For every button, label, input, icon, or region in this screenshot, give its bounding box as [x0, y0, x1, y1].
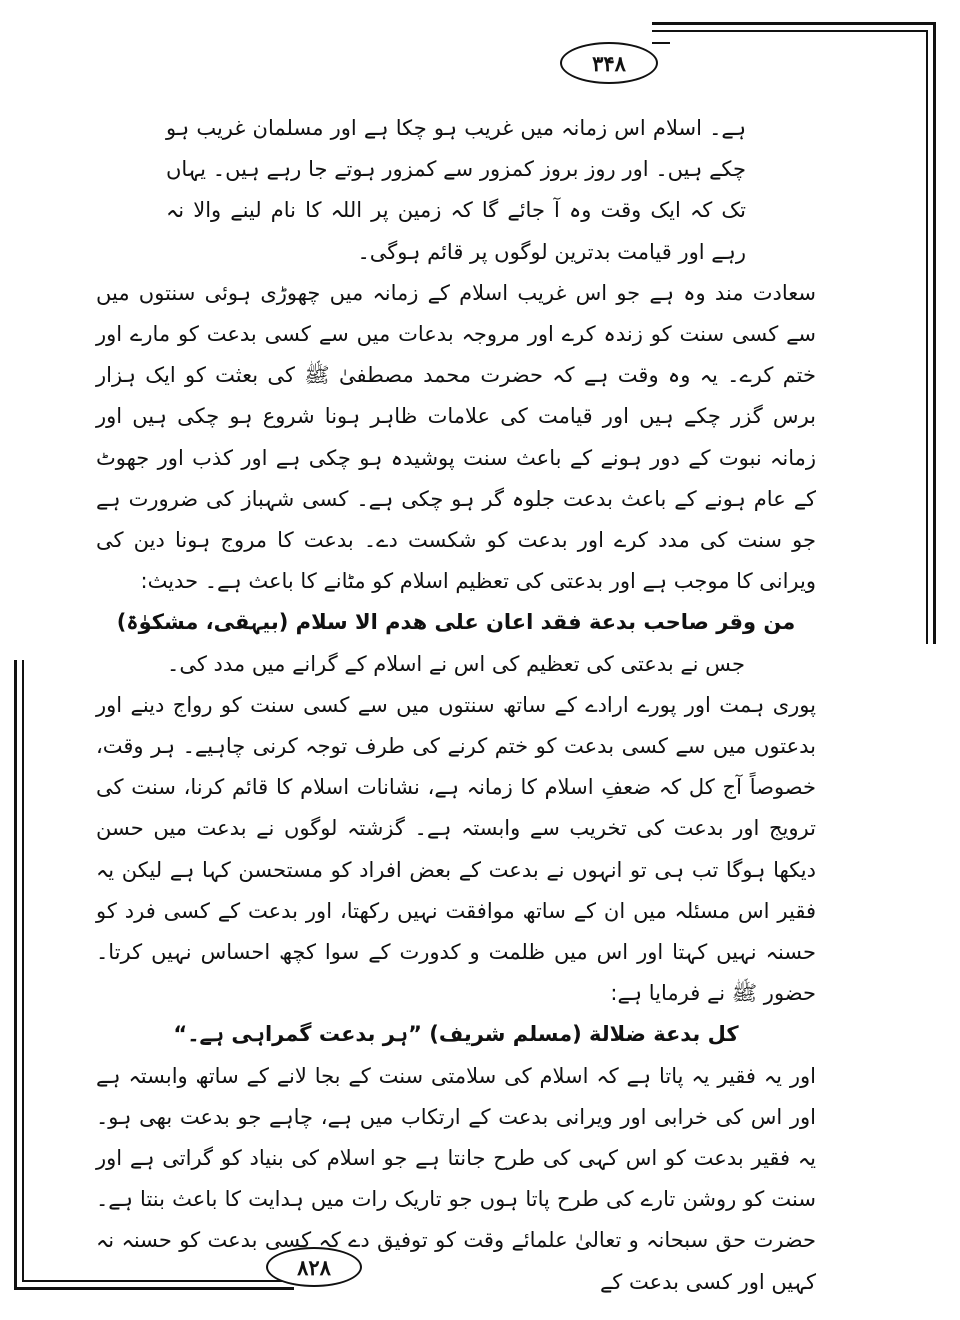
paragraph-3: اور یہ فقیر یہ پاتا ہے کہ اسلام کی سلامتی سنت کے بجا لانے کے ساتھ وابستہ ہے اور اس کی خرابی اور ویرانی بدعت کے ارتکاب میں ہے، چاہے جو بدعت بھی ہو۔ یہ فقیر بدعت کو اس کہی کی طرح جانتا ہے جو اسلام کی بنیاد کو گراتی ہے اور سنت کو روشن تارے کی طرح پاتا ہوں جو تاریک رات میں ہدایت کا باعث بنتا ہے۔ حضرت حق سبحانہ و تعالیٰ علمائے وقت کو توفیق دے کہ کسی بدعت کو حسنہ نہ کہیں اور کسی بدعت کے — [96, 1063, 816, 1294]
frame-left-rule-inner — [22, 660, 24, 1282]
frame-left-rule-outer — [14, 660, 17, 1290]
hadith-1-translation: جس نے بدعتی کی تعظیم کی اس نے اسلام کے گرانے میں مدد کی۔ — [167, 651, 745, 676]
page-content — [96, 108, 816, 1303]
hadith-2: کل بدعة ضلالة (مسلم شریف) ”ہر بدعت گمراہی ہے۔“ — [173, 1022, 739, 1047]
top-oval-connector — [652, 42, 670, 44]
frame-top-rule-outer — [652, 22, 936, 25]
bottom-page-number: ۸۲۸ — [266, 1247, 362, 1287]
paragraph-1: سعادت مند وہ ہے جو اس غریب اسلام کے زمانہ میں چھوڑی ہوئی سنتوں میں سے کسی سنت کو زندہ کرے اور مروجہ بدعات میں سے کسی بدعت کو مارے اور ختم کرے۔ یہ وہ وقت ہے کہ حضرت محمد مصطفیٰ ﷺ کی بعثت کو ایک ہزار برس گزر چکے ہیں اور قیامت کی علامات ظاہر ہونا شروع ہو چکی ہیں اور زمانہ نبوت کے دور ہونے کے باعث سنت پوشیدہ ہو چکی ہے اور کذب اور جھوٹ کے عام ہونے کے باعث بدعت جلوہ گر ہو چکی ہے۔ کسی شہباز کی ضرورت ہے جو سنت کی مدد کرے اور بدعت کو شکست دے۔ بدعت کا مروج ہونا دین کی ویرانی کا موجب ہے اور بدعتی کی تعظیم اسلام کو مٹانے کا باعث ہے۔ حدیث: — [96, 280, 816, 594]
quote-intro: ہے۔ اسلام اس زمانہ میں غریب ہو چکا ہے اور مسلمان غریب ہو چکے ہیں۔ اور روز بروز کمزور سے کمزور ہوتے جا رہے ہیں۔ یہاں تک کہ ایک وقت وہ آ جائے گا کہ زمین پر اللہ کا نام لینے والا نہ رہے اور قیامت بدترین لوگوں پر قائم ہوگی۔ — [166, 116, 746, 264]
top-page-number: ۳۴۸ — [560, 42, 658, 84]
frame-right-rule-outer — [933, 22, 936, 644]
paragraph-2: پوری ہمت اور پورے ارادے کے ساتھ سنتوں میں سے کسی سنت کو رواج دینے اور بدعتوں میں سے کسی بدعت کو ختم کرنے کی طرف توجہ کرنی چاہیے۔ ہر وقت، خصوصاً آج کل کہ ضعفِ اسلام کا زمانہ ہے، نشانات اسلام کا قائم کرنا، سنت کی ترویج اور بدعت کی تخریب سے وابستہ ہے۔ گزشتہ لوگوں نے بدعت میں حسن دیکھا ہوگا تب ہی تو انہوں نے بدعت کے بعض افراد کو مستحسن کہا ہے لیکن یہ فقیر اس مسئلہ میں ان کے ساتھ موافقت نہیں رکھتا، اور بدعت کے کسی فرد کو حسنہ نہیں کہتا اور اس میں ظلمت و کدورت کے سوا کچھ احساس نہیں کرتا۔ حضور ﷺ نے فرمایا ہے: — [96, 692, 816, 1006]
hadith-1-arabic: من وقر صاحب بدعة فقد اعان على هدم الا سلام (بیہقی، مشکوٰۃ) — [116, 610, 796, 635]
frame-top-rule-inner — [652, 30, 928, 32]
frame-right-rule-inner — [926, 30, 928, 644]
